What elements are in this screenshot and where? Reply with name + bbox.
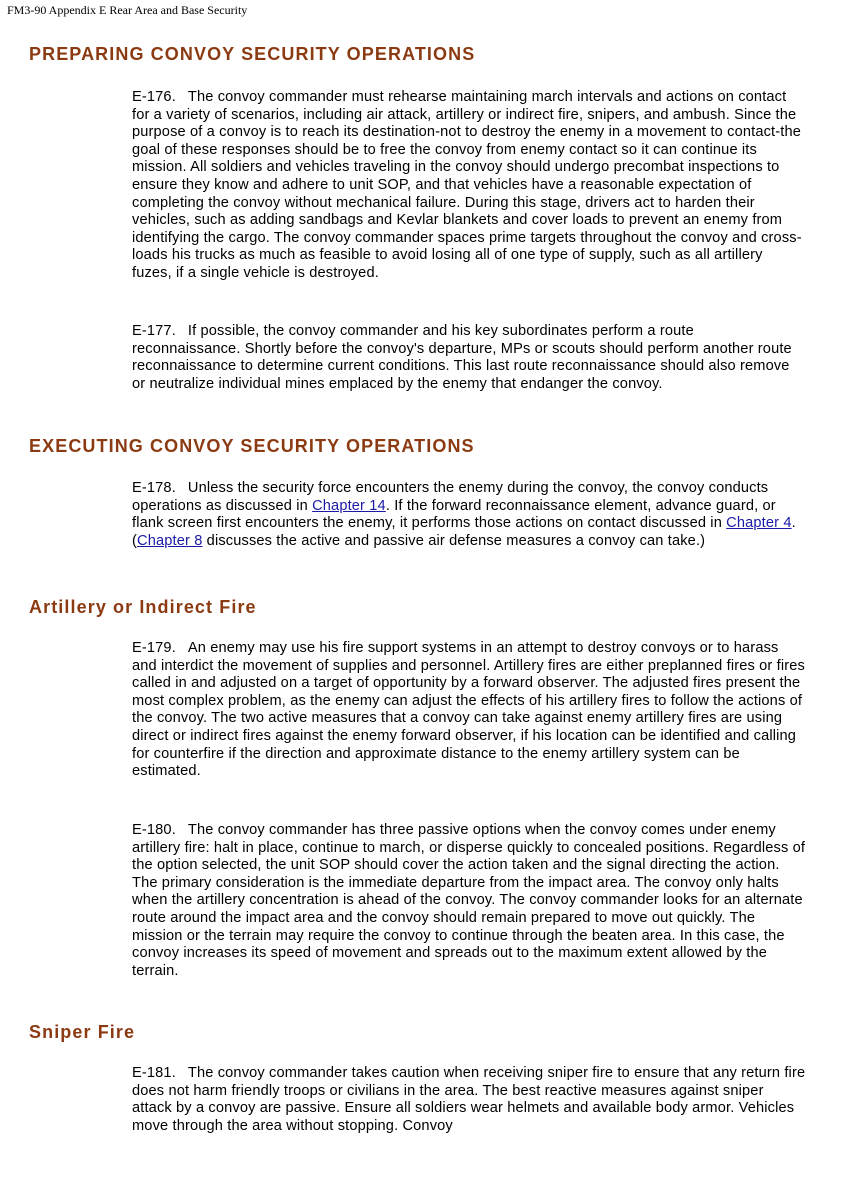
paragraph-text: . ( — [132, 515, 796, 549]
link-chapter-4[interactable]: Chapter 4 — [726, 515, 792, 532]
paragraph-number: E-177. — [132, 323, 176, 339]
paragraph-number: E-180. — [132, 822, 176, 838]
link-chapter-14[interactable]: Chapter 14 — [312, 497, 386, 514]
paragraph-e178 — [132, 480, 806, 550]
paragraph-number: E-178. — [132, 480, 176, 496]
heading-sniper-fire: Sniper Fire — [29, 1022, 136, 1042]
heading-executing-convoy-security: EXECUTING CONVOY SECURITY OPERATIONS — [29, 436, 475, 456]
paragraph-text: If possible, the convoy commander and his key subordinates perform a route reconnaissance. Shortly before the convoy's departure, MPs or scouts should perform another route reconnaissance to determine current conditions. This last route reconnaissance should also remove or neutralize individual mines emplaced by the enemy that endanger the convoy. — [132, 323, 792, 392]
paragraph-number: E-181. — [132, 1065, 176, 1081]
link-chapter-8[interactable]: Chapter 8 — [137, 532, 203, 549]
paragraph-text: The convoy commander must rehearse maintaining march intervals and actions on contact for a variety of scenarios, including air attack, artillery or indirect fire, snipers, and ambush. Since the purpose of a convoy is to reach its destination-not to destroy the enemy in a movement to contact-the goal of these responses should be to free the convoy from enemy contact so it can continue its mission. All soldiers and vehicles traveling in the convoy should undergo precombat inspections to ensure they know and adhere to unit SOP, and that vehicles have a reasonable expectation of completing the convoy without mechanical failure. During this stage, drivers act to harden their vehicles, such as adding sandbags and Kevlar blankets and cover loads to prevent an enemy from identifying the cargo. The convoy commander spaces prime targets throughout the convoy and cross-loads his trucks as much as feasible to avoid losing all of one type of supply, such as all artillery fuzes, if a single vehicle is destroyed. — [132, 89, 802, 281]
paragraph-number: E-176. — [132, 89, 176, 105]
paragraph-text: The convoy commander takes caution when receiving sniper fire to ensure that any return fire does not harm friendly troops or civilians in the area. The best reactive measures against sniper attack by a convoy are passive. Ensure all soldiers wear helmets and available body armor. Vehicles move through the area without stopping. Convoy — [132, 1065, 806, 1134]
paragraph-text: The convoy commander has three passive options when the convoy comes under enemy artillery fire: halt in place, continue to march, or disperse quickly to concealed positions. Regardless of the option selected, the unit SOP should cover the action taken and the signal directing the action. The primary consideration is the immediate departure from the impact area. The convoy only halts when the artillery concentration is ahead of the convoy. The convoy commander looks for an alternate route around the impact area and the convoy should remain prepared to move out quickly. The mission or the terrain may require the convoy to continue through the beaten area. In this case, the convoy increases its speed of movement and spreads out to the maximum extent allowed by the terrain. — [132, 822, 806, 979]
paragraph-e177 — [132, 323, 806, 393]
paragraph-e180 — [132, 822, 806, 980]
heading-artillery-indirect-fire: Artillery or Indirect Fire — [29, 597, 257, 617]
paragraph-e181 — [132, 1065, 806, 1135]
paragraph-number: E-179. — [132, 640, 176, 656]
paragraph-text: . If the forward reconnaissance element, advance guard, or flank screen first encounters the enemy, it performs those actions on contact discussed in — [132, 497, 776, 532]
heading-preparing-convoy-security: PREPARING CONVOY SECURITY OPERATIONS — [29, 44, 476, 64]
paragraph-text: discusses the active and passive air defense measures a convoy can take.) — [202, 532, 706, 549]
paragraph-e179 — [132, 640, 806, 781]
paragraph-e176 — [132, 89, 806, 283]
paragraph-text: Unless the security force encounters the enemy during the convoy, the convoy conducts operations as discussed in — [132, 480, 769, 514]
paragraph-text: An enemy may use his fire support systems in an attempt to destroy convoys or to harass and interdict the movement of supplies and personnel. Artillery fires are either preplanned fires or fires called in and adjusted on a target of opportunity by a forward observer. The adjusted fires present the most complex problem, as the enemy can adjust the effects of his artillery fires to follow the actions of the convoy. The two active measures that a convoy can take against enemy artillery fires are using direct or indirect fires against the enemy forward observer, if his location can be identified and calling for counterfire if the direction and approximate distance to the enemy artillery system can be estimated. — [132, 640, 805, 780]
running-head: FM3-90 Appendix E Rear Area and Base Security — [7, 3, 248, 17]
